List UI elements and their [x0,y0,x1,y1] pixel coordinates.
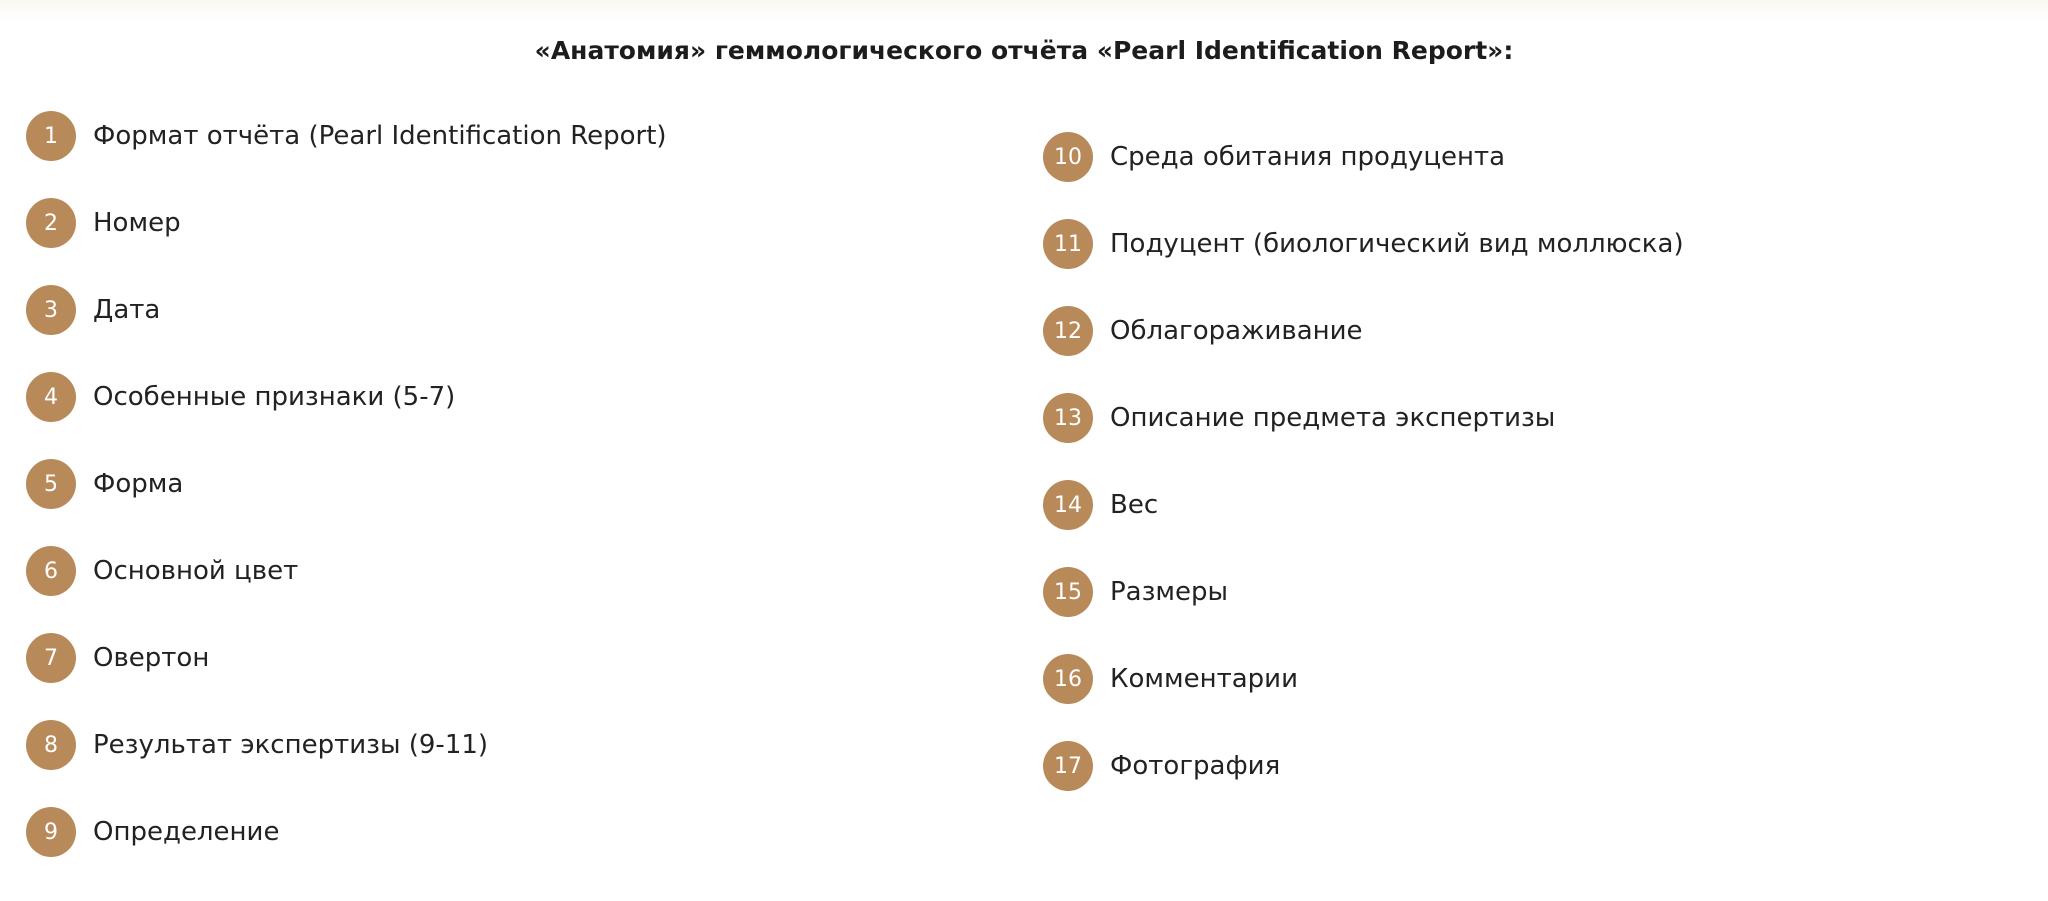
list-item [1043,219,1684,269]
number-badge: 8 [26,720,76,770]
list-item [26,285,667,335]
item-label: Фотография [1110,751,1281,781]
item-label: Вес [1110,490,1159,520]
item-label: Номер [93,208,181,238]
list-item [26,546,667,596]
item-label: Основной цвет [93,556,299,586]
item-label: Результат экспертизы (9-11) [93,730,489,760]
list-item [1043,654,1684,704]
list-item [26,111,667,161]
item-label: Описание предмета экспертизы [1110,403,1556,433]
number-badge: 3 [26,285,76,335]
number-badge: 15 [1043,567,1093,617]
number-badge: 11 [1043,219,1093,269]
item-label: Размеры [1110,577,1229,607]
top-band [0,0,2048,22]
number-badge: 2 [26,198,76,248]
number-badge: 5 [26,459,76,509]
left-list [26,111,667,894]
item-label: Формат отчёта (Pearl Identification Report) [93,121,667,151]
list-item [26,372,667,422]
number-badge: 7 [26,633,76,683]
number-badge: 1 [26,111,76,161]
item-label: Облагораживание [1110,316,1363,346]
item-label: Дата [93,295,161,325]
list-item [1043,741,1684,791]
number-badge: 17 [1043,741,1093,791]
item-label: Форма [93,469,184,499]
list-item [26,459,667,509]
number-badge: 10 [1043,132,1093,182]
number-badge: 16 [1043,654,1093,704]
list-item [1043,567,1684,617]
number-badge: 13 [1043,393,1093,443]
list-item [26,633,667,683]
page-title: «Анатомия» геммологического отчёта «Pearl Identification Report»: [534,35,1514,65]
list-item [26,807,667,857]
number-badge: 6 [26,546,76,596]
list-item [1043,480,1684,530]
list-item [1043,132,1684,182]
number-badge: 14 [1043,480,1093,530]
right-list [1043,132,1684,828]
number-badge: 4 [26,372,76,422]
item-label: Среда обитания продуцента [1110,142,1506,172]
list-item [26,198,667,248]
item-label: Овертон [93,643,210,673]
item-label: Определение [93,817,280,847]
list-item [26,720,667,770]
number-badge: 12 [1043,306,1093,356]
item-label: Особенные признаки (5-7) [93,382,456,412]
item-label: Комментарии [1110,664,1298,694]
list-item [1043,306,1684,356]
item-label: Подуцент (биологический вид моллюска) [1110,229,1684,259]
number-badge: 9 [26,807,76,857]
list-item [1043,393,1684,443]
